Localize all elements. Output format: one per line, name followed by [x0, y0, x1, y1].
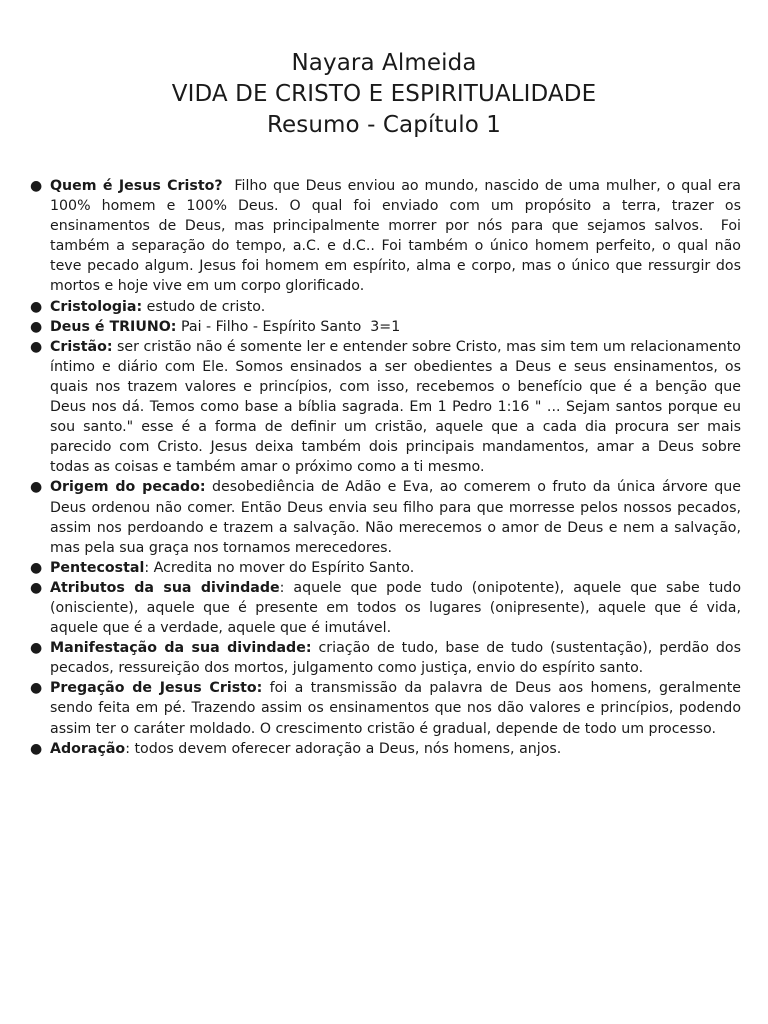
item-text: Pai - Filho - Espírito Santo 3=1 — [176, 318, 401, 335]
list-item-pentecostal — [28, 558, 741, 578]
item-text: estudo de cristo. — [142, 298, 266, 315]
bullet-icon: ● — [30, 640, 43, 657]
list-item-atributos — [28, 578, 741, 638]
bullet-icon: ● — [30, 559, 43, 576]
bullet-icon: ● — [30, 740, 43, 757]
list-item-cristologia — [28, 297, 741, 317]
bullet-icon: ● — [30, 680, 43, 697]
summary-list — [28, 176, 746, 759]
item-text: foi a transmissão da palavra de Deus aos homens, geralmente sendo feita em pé. Trazendo assim os ensinamentos que nos dão valores e princípios, podendo assim ter o caráter moldado. O crescimento cristão é gradual, depende de todo um processo. — [50, 680, 741, 737]
bullet-icon: ● — [30, 298, 43, 315]
item-term: Quem é Jesus Cristo? — [50, 178, 223, 194]
summary-body — [28, 176, 746, 759]
item-term: Cristologia: — [50, 298, 143, 315]
item-term: Cristão: — [50, 338, 113, 355]
list-item-jesus-cristo — [28, 176, 746, 297]
item-term: Atributos da sua divindade — [50, 579, 280, 596]
list-item-origem-pecado — [28, 477, 741, 557]
item-term: Deus é TRIUNO: — [50, 318, 177, 335]
item-text: ser cristão não é somente ler e entender sobre Cristo, mas sim tem um relacionamento íntimo e diário com Ele. Somos ensinados a ser obedientes a Deus e seus ensinamentos, os quais nos trazem valores e princípios, com isso, recebemos o benefício que é a benção que Deus nos dá. Temos como base a bíblia sagrada. Em 1 Pedro 1:16 " ... Sejam santos porque eu sou santo." esse é a forma de definir um cristão, aquele que a cada dia procura ser mais parecido com Cristo. Jesus deixa também dois principais mandamentos, amar a Deus sobre todas as coisas e também amar o próximo como a ti mesmo. — [50, 338, 741, 476]
author-name: Nayara Almeida — [291, 50, 477, 76]
bullet-icon: ● — [30, 178, 43, 194]
item-term: Origem do pecado: — [50, 479, 206, 496]
item-term: Pregação de Jesus Cristo: — [50, 680, 263, 697]
item-term: Adoração — [50, 740, 126, 757]
item-text: : todos devem oferecer adoração a Deus, nós homens, anjos. — [125, 740, 562, 757]
bullet-icon: ● — [30, 579, 43, 596]
list-item-cristao — [28, 337, 741, 478]
item-term: Pentecostal — [50, 559, 145, 576]
list-item-adoracao — [28, 739, 741, 759]
bullet-icon: ● — [30, 338, 43, 355]
summary-subtitle: Resumo - Capítulo 1 — [266, 112, 502, 138]
list-item-deus-triuno — [28, 317, 741, 337]
item-text: : aquele que pode tudo (onipotente), aquele que sabe tudo (onisciente), aquele que é presente em todos os lugares (onipresente), aquele que é vida, aquele que é a verdade, aquele que é imutável. — [50, 579, 741, 637]
course-title: VIDA DE CRISTO E ESPIRITUALIDADE — [171, 81, 597, 107]
list-item-manifestacao — [28, 638, 741, 678]
document-header — [0, 48, 768, 141]
bullet-icon: ● — [30, 318, 43, 335]
list-item-pregacao — [28, 678, 741, 738]
item-text: Filho que Deus enviou ao mundo, nascido de uma mulher, o qual era 100% homem e 100% Deus. O qual foi enviado com um propósito a terra, trazer os ensinamentos de Deus, mas principalmente morrer por nós para que sejamos salvos. Foi também a separação do tempo, a.C. e d.C.. Foi também o único homem perfeito, o qual não teve pecado algum. Jesus foi homem em espírito, alma e corpo, mas o único que ressurgir dos mortos e hoje vive em um corpo glorificado. — [50, 178, 746, 295]
bullet-icon: ● — [30, 479, 43, 496]
item-term: Manifestação da sua divindade: — [50, 640, 312, 657]
item-text: : Acredita no mover do Espírito Santo. — [144, 559, 415, 576]
item-text: criação de tudo, base de tudo (sustentação), perdão dos pecados, ressureição dos mortos, julgamento como justiça, envio do espírito santo. — [50, 640, 742, 677]
item-text: desobediência de Adão e Eva, ao comerem o fruto da única árvore que Deus ordenou não comer. Então Deus envia seu filho para que morresse pelos nossos pecados, assim nos perdoando e trazem a salvação. Não merecemos o amor de Deus e nem a salvação, mas pela sua graça nos tornamos merecedores. — [50, 479, 741, 556]
